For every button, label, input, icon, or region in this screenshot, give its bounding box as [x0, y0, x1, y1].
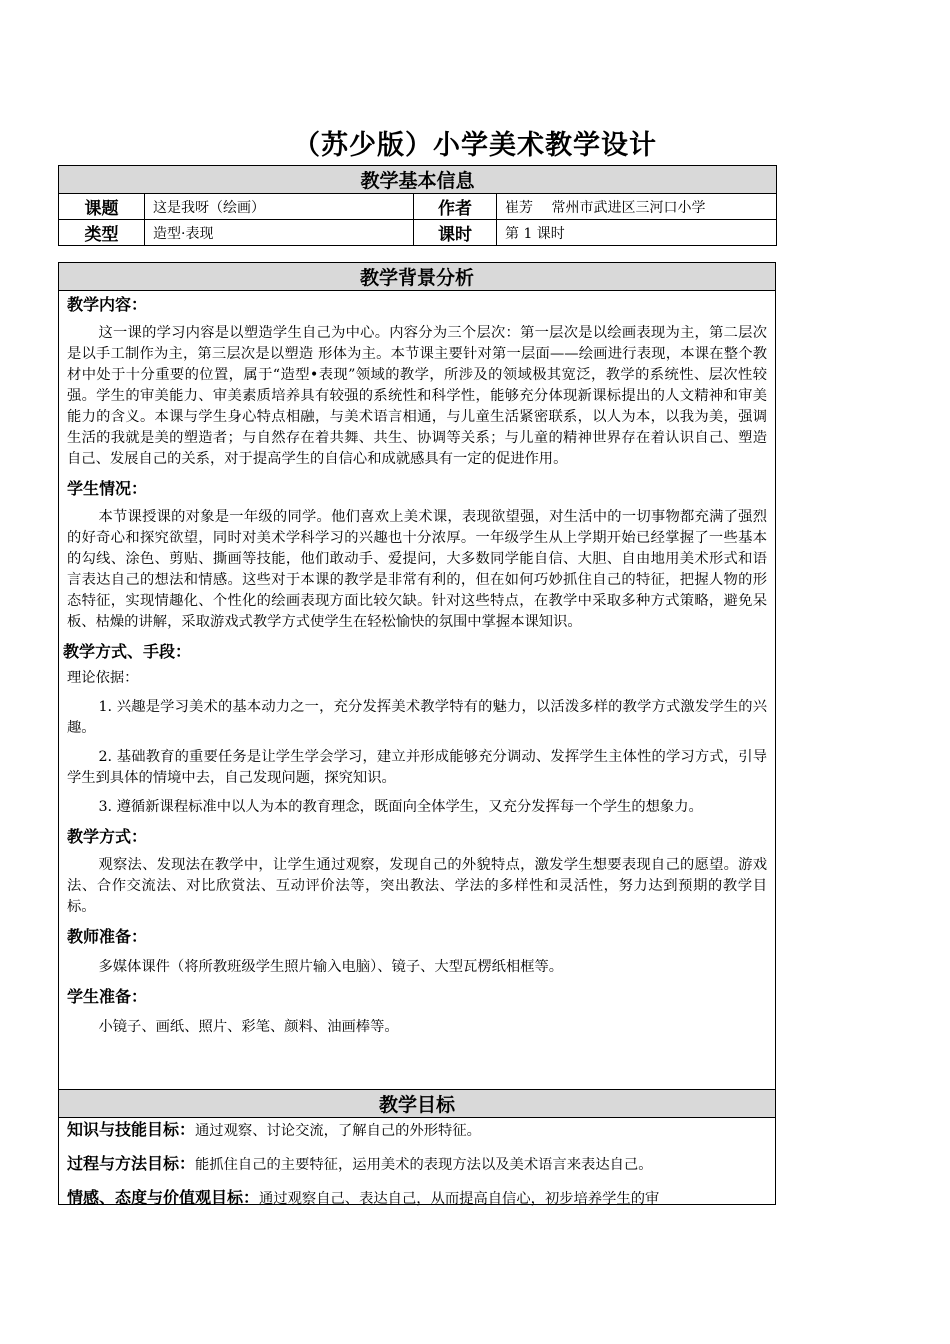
theory-item-2: 2. 基础教育的重要任务是让学生学会学习，建立并形成能够充分调动、发挥学生主体性的学习方式，引导学生到具体的情境中去，自己发现问题，探究知识。	[67, 749, 767, 786]
knowledge-goal	[59, 1119, 775, 1142]
background-header: 教学背景分析	[59, 263, 776, 291]
emotion-label: 情感、态度与价值观目标：	[67, 1188, 260, 1207]
emotion-text: 通过观察自己、表达自己，从而提高自信心，初步培养学生的审	[259, 1191, 660, 1207]
emotion-goal	[59, 1187, 775, 1210]
type-label: 类型	[59, 220, 145, 246]
student-prep-title: 学生准备：	[67, 987, 148, 1006]
period-value: 第 1 课时	[497, 220, 777, 246]
methods-title: 教学方式、手段：	[63, 642, 192, 661]
objectives-header: 教学目标	[59, 1090, 776, 1118]
mode-text: 观察法、发现法在教学中，让学生通过观察，发现自己的外貌特点，激发学生想要表现自己的愿望。游戏法、合作交流法、对比欣赏法、互动评价法等，突出教法、学法的多样性和灵活性，努力达到预期的教学目标。	[67, 857, 767, 915]
mode-title: 教学方式：	[67, 827, 148, 846]
students-title: 学生情况：	[67, 479, 148, 498]
background-header-table	[58, 262, 776, 291]
author-value: 崔芳 常州市武进区三河口小学	[497, 194, 777, 220]
student-prep-text: 小镜子、画纸、照片、彩笔、颜料、油画棒等。	[98, 1019, 399, 1035]
students-text: 本节课授课的对象是一年级的同学。他们喜欢上美术课，表现欲望强，对生活中的一切事物都充满了强烈的好奇心和探究欲望，同时对美术学科学习的兴趣也十分浓厚。一年级学生从上学期开始已经掌握了一些基本的勾线、涂色、剪贴、撕画等技能，他们敢动手、爱提问，大多数同学能自信、大胆、自由地用美术形式和语言表达自己的想法和情感。这些对于本课的教学是非常有利的，但在如何巧妙抓住自己的特征，把握人物的形态特征，实现情趣化、个性化的绘画表现方面比较欠缺。针对这些特点，在教学中采取多种方式策略，避免呆板、枯燥的讲解，采取游戏式教学方式使学生在轻松愉快的氛围中掌握本课知识。	[67, 509, 767, 630]
teacher-prep-text: 多媒体课件（将所教班级学生照片输入电脑）、镜子、大型瓦楞纸相框等。	[98, 959, 564, 975]
type-value: 造型·表现	[145, 220, 414, 246]
knowledge-label: 知识与技能目标：	[67, 1120, 196, 1139]
topic-label: 课题	[59, 194, 145, 220]
basic-info-table	[58, 165, 777, 246]
basic-info-header: 教学基本信息	[59, 166, 777, 194]
objectives-section	[58, 1115, 776, 1205]
process-goal	[59, 1153, 775, 1176]
theory-item-3: 3. 遵循新课程标准中以人为本的教育理念，既面向全体学生，又充分发挥每一个学生的想象力。	[98, 799, 703, 815]
background-section	[58, 289, 776, 1090]
theory-label: 理论依据：	[67, 670, 139, 686]
author-label: 作者	[414, 194, 497, 220]
process-label: 过程与方法目标：	[67, 1154, 196, 1173]
document-title: （苏少版）小学美术教学设计	[293, 130, 657, 161]
process-text: 能抓住自己的主要特征，运用美术的表现方法以及美术语言来表达自己。	[195, 1157, 653, 1173]
content-title: 教学内容：	[67, 295, 148, 314]
theory-item-1: 1. 兴趣是学习美术的基本动力之一，充分发挥美术教学特有的魅力，以活泼多样的教学方式激发学生的兴趣。	[67, 699, 767, 736]
period-label: 课时	[414, 220, 497, 246]
topic-value: 这是我呀（绘画）	[145, 194, 414, 220]
content-text: 这一课的学习内容是以塑造学生自己为中心。内容分为三个层次：第一层次是以绘画表现为主，第二层次是以手工制作为主，第三层次是以塑造 形体为主。本节课主要针对第一层面——绘画进行表现，本课在整个教材中处于十分重要的位置，属于“造型•表现”领域的教学，所涉及的领域极其宽泛，教学的系统性、层次性较强。学生的审美能力、审美素质培养具有较强的系统性和科学性，能够充分体现新课标提出的人文精神和审美能力的含义。本课与学生身心特点相融，与美术语言相通，与儿童生活紧密联系，以人为本，以我为美，强调生活的我就是美的塑造者；与自然存在着共舞、共生、协调等关系；与儿童的精神世界存在着认识自己、塑造自己、发展自己的关系，对于提高学生的自信心和成就感具有一定的促进作用。	[67, 325, 767, 467]
teacher-prep-title: 教师准备：	[67, 927, 148, 946]
knowledge-text: 通过观察、讨论交流，了解自己的外形特征。	[195, 1123, 481, 1139]
objectives-header-table	[58, 1089, 776, 1118]
